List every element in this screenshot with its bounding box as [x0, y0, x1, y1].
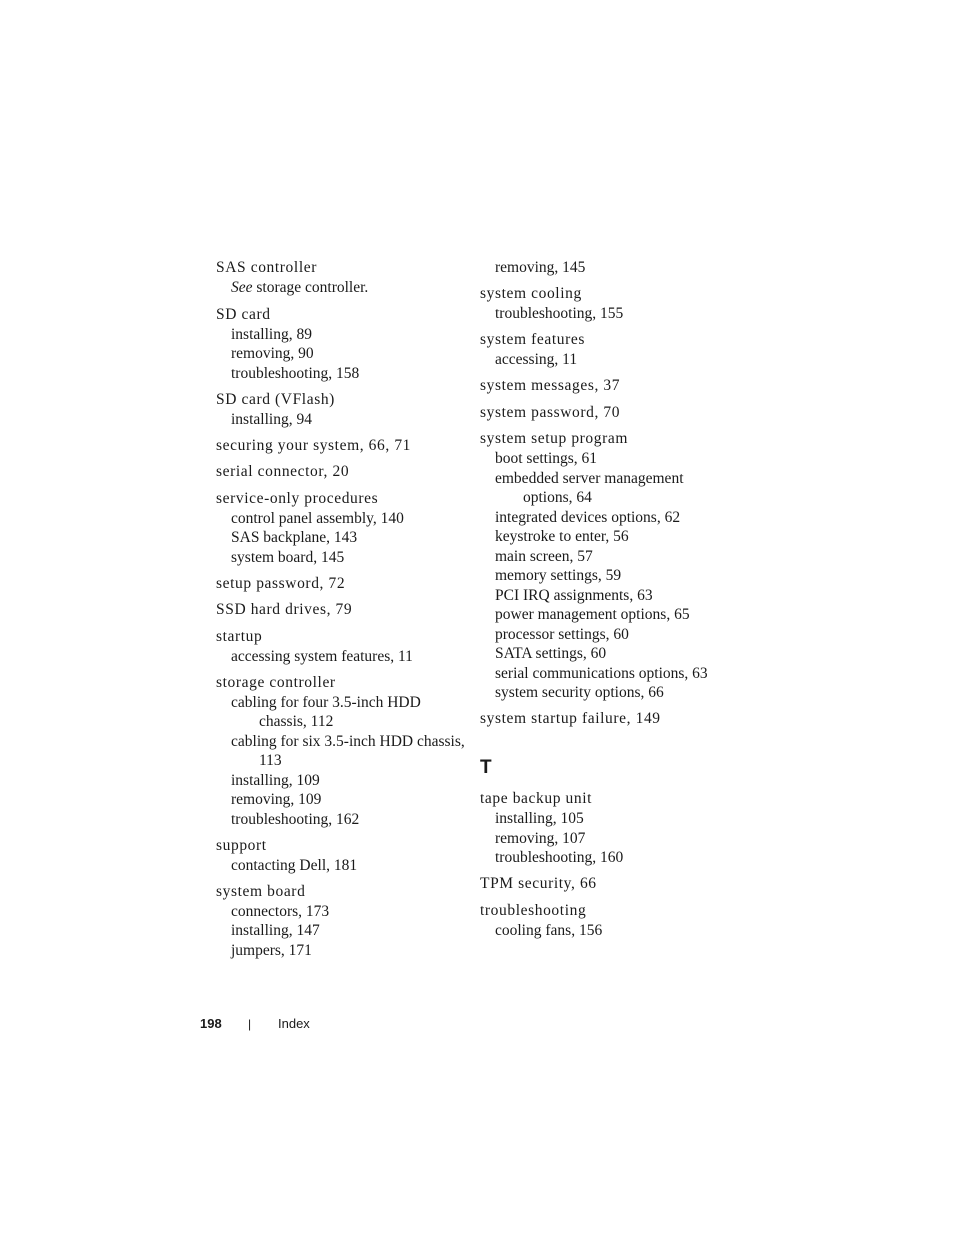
index-entry [480, 874, 730, 894]
index-term: SSD hard drives, 79 [216, 601, 353, 618]
index-subentry: main screen, 57 [495, 547, 593, 565]
index-subentry: PCI IRQ assignments, 63 [495, 586, 653, 604]
index-subentry: control panel assembly, 140 [231, 509, 404, 527]
index-subentry: boot settings, 61 [495, 450, 598, 467]
index-subentry: removing, 90 [231, 345, 314, 362]
index-term: startup [216, 627, 263, 645]
index-subentry: connectors, 173 [231, 902, 330, 920]
index-subentry: removing, 109 [231, 791, 322, 808]
index-term: support [216, 836, 267, 854]
index-subentry: processor settings, 60 [495, 625, 629, 643]
index-subentry: SATA settings, 60 [495, 645, 607, 662]
page-number: 198 [200, 1016, 222, 1031]
index-column-left [216, 258, 466, 967]
index-entry [216, 258, 466, 298]
index-subentry: installing, 94 [231, 410, 312, 428]
index-term: troubleshooting [480, 901, 587, 919]
index-entry [216, 600, 466, 620]
index-term: SD card (VFlash) [216, 390, 335, 408]
index-entry [216, 627, 466, 667]
index-term: tape backup unit [480, 790, 593, 807]
index-group-s [480, 284, 730, 729]
see-target: storage controller. [252, 279, 369, 296]
index-subentry: system security options, 66 [495, 684, 664, 701]
index-term: TPM security, 66 [480, 875, 597, 892]
index-term: service-only procedures [216, 489, 379, 507]
index-term: system password, 70 [480, 403, 621, 421]
continued-entry [480, 258, 730, 278]
see-reference [216, 278, 466, 298]
index-subentry: troubleshooting, 160 [495, 849, 624, 866]
index-term: securing your system, 66, 71 [216, 436, 412, 454]
index-entry [480, 709, 730, 729]
index-subentry: memory settings, 59 [495, 567, 622, 584]
index-subentry: cooling fans, 156 [495, 921, 603, 939]
index-subentry: installing, 109 [231, 771, 320, 789]
index-entry [216, 305, 466, 384]
index-subentry: cabling for four 3.5-inch HDD chassis, 112 [231, 693, 421, 730]
index-subentry: embedded server management options, 64 [495, 469, 684, 506]
index-entry [480, 403, 730, 423]
index-entry [216, 882, 466, 961]
section-name: Index [278, 1016, 310, 1031]
index-subentry: accessing system features, 11 [231, 647, 413, 665]
index-entry [480, 789, 730, 868]
index-subentry: installing, 105 [495, 810, 584, 827]
index-subentry: troubleshooting, 155 [495, 305, 624, 322]
index-subentry: integrated devices options, 62 [495, 508, 681, 526]
index-entry [480, 901, 730, 941]
index-entry [216, 436, 466, 456]
index-term: system cooling [480, 285, 582, 302]
index-column-right [480, 258, 730, 947]
index-entry [216, 574, 466, 594]
index-entry [216, 673, 466, 830]
index-term: system features [480, 331, 585, 348]
index-term: serial connector, 20 [216, 463, 350, 480]
index-term: SAS controller [216, 259, 317, 276]
index-term: system messages, 37 [480, 377, 621, 394]
index-subentry: accessing, 11 [495, 351, 578, 368]
index-entry [480, 284, 730, 324]
index-subentry: system board, 145 [231, 548, 345, 566]
index-entry [216, 390, 466, 430]
index-entry [480, 429, 730, 703]
index-subentry: troubleshooting, 158 [231, 364, 360, 382]
index-term: setup password, 72 [216, 574, 346, 592]
index-term: storage controller [216, 673, 336, 691]
index-term: system board [216, 882, 306, 900]
index-entry [480, 330, 730, 370]
see-label: See [231, 279, 253, 296]
index-subentry: removing, 107 [495, 829, 586, 847]
index-entry [216, 462, 466, 482]
index-entry [480, 376, 730, 396]
index-subentry: keystroke to enter, 56 [495, 528, 629, 545]
index-subentry: installing, 89 [231, 325, 312, 343]
footer-separator: | [248, 1017, 252, 1031]
index-subentry: serial communications options, 63 [495, 664, 708, 682]
index-subentry: power management options, 65 [495, 606, 690, 623]
index-subentry: removing, 145 [495, 259, 586, 276]
index-subentry: installing, 147 [231, 922, 320, 939]
index-entry [216, 489, 466, 568]
index-subentry: cabling for six 3.5-inch HDD chassis, 113 [231, 732, 465, 769]
index-term: system startup failure, 149 [480, 710, 661, 727]
index-subentry: SAS backplane, 143 [231, 529, 358, 546]
index-group-t [480, 789, 730, 940]
index-subentry: troubleshooting, 162 [231, 810, 360, 828]
index-subentry: contacting Dell, 181 [231, 856, 358, 874]
index-term: SD card [216, 305, 271, 323]
letter-heading: T [480, 757, 492, 778]
index-term: system setup program [480, 430, 629, 447]
index-subentry: jumpers, 171 [231, 941, 312, 959]
index-entry [216, 836, 466, 876]
